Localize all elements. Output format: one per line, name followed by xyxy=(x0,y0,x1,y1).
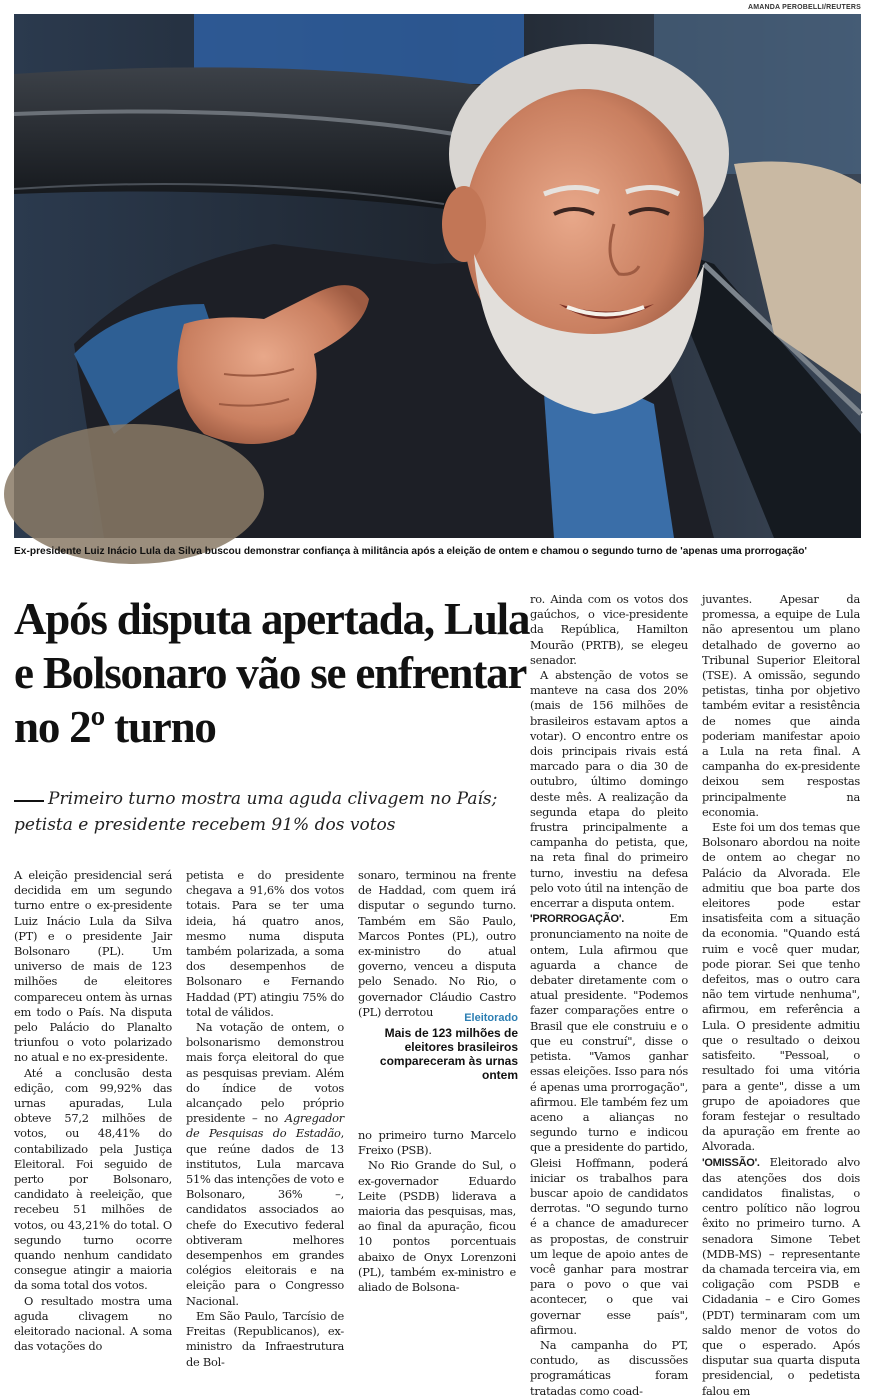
paragraph-text: , que reúne dados de 13 institutos, Lula marcava 51% das intenções de voto e Bolsonaro, 36% –, candidatos associados ao chefe do Executivo federal obtiveram melhores desempenhos em grandes colégios eleitorais e na eleição para o Congresso Nacional. xyxy=(186,1126,344,1308)
paragraph: A eleição presidencial será decidida em um segundo turno entre o ex-presidente Luiz Inácio Lula da Silva (PT) e o presidente Jair Bolsonaro (PL). Um universo de mais de 123 milhões de eleitores compareceu ontem às urnas em todo o País. Na disputa pelo Palácio do Planalto triunfou o voto polarizado no atual e no ex-presidente. xyxy=(14,868,172,1065)
paragraph: Este foi um dos temas que Bolsonaro abordou na noite de ontem ao chegar no Palácio da Alvorada. Ele admitiu que boa parte dos eleitores pode estar insatisfeita com a situação da economia. "Quando está ruim e você quer mudar, pode piorar. Sei que tenho defeitos, mas o outro cara não tem virtude nenhuma", afirmou, em referência a Lula. O presidente admitiu que o resultado o deixou satisfeito. "Pessoal, o resultado foi uma vitória para a gente", disse a um grupo de apoiadores que foram festejar o resultado da apuração em frente ao Alvorada. xyxy=(702,820,860,1154)
paragraph: O resultado mostra uma aguda clivagem no eleitorado nacional. A soma das votações do xyxy=(14,1293,172,1354)
paragraph xyxy=(702,1155,860,1399)
source-title: Agregador de Pesquisas do Estadão xyxy=(186,1111,344,1141)
pull-quote-text: Mais de 123 milhões de eleitores brasileiros compareceram às urnas ontem xyxy=(379,1026,518,1082)
paragraph: Em São Paulo, Tarcísio de Freitas (Republicanos), ex-ministro da Infraestrutura de Bol- xyxy=(186,1308,344,1369)
photo-credit: AMANDA PEROBELLI/REUTERS xyxy=(747,4,861,11)
paragraph-text: Eleitorado alvo das atenções dos dois candidatos finalistas, o centro político não logrou êxito no primeiro turno. A senadora Simone Tebet (MDB-MS) – representante da chamada terceira via, em coligação com PSDB e Cidadania – e Ciro Gomes (PDT) terminaram com um saldo menor de votos do que o esperado. Após disputar sua quarta disputa presidencial, o pedetista falou em xyxy=(702,1154,860,1398)
pull-quote-kicker: Eleitorado xyxy=(464,1012,518,1024)
article-column-4 xyxy=(530,592,688,1398)
paragraph-text: Na votação de ontem, o bolsonarismo demonstrou mais força eleitoral do que as pesquisas previam. Além do índice de votos alcançado pelo próprio presidente – no xyxy=(186,1020,344,1126)
paragraph: juvantes. Apesar da promessa, a equipe de Lula não apresentou um plano detalhado de governo ao Tribunal Superior Eleitoral (TSE). A omissão, segundo petistas, tinha por objetivo também evitar a resistência de nomes que ainda poderiam manifestar apoio a Lula na reta final. A campanha do ex-presidente deixou sem respostas principalmente na economia. xyxy=(702,592,860,819)
article-column-1 xyxy=(14,868,172,1354)
lead-photo xyxy=(14,14,861,538)
headline: Após disputa apertada, Lula e Bolsonaro vão se enfrentar no 2º turno xyxy=(14,594,530,752)
paragraph: sonaro, terminou na frente de Haddad, com quem irá disputar o segundo turno. Também em São Paulo, Marcos Pontes (PL), outro ex-ministro do atual governo, venceu a disputa pelo Senado. No Rio, o governador Cláudio Castro (PL) derrotou xyxy=(358,868,516,1019)
section-subhead: 'PRORROGAÇÃO'. xyxy=(530,913,625,926)
pull-quote xyxy=(378,1012,518,1082)
paragraph: Até a conclusão desta edição, com 99,92% das urnas apuradas, Lula obteve 57,2 milhões de votos, ou 48,41% do contabilizado pela Justiça Eleitoral. Foi seguido de perto por Bolsonaro, candidato à reeleição, que recebeu 51 milhões de votos, ou 43,21% do total. O segundo turno ocorre quando nenhum candidato consegue atingir a maioria da soma total dos votos. xyxy=(14,1065,172,1293)
lead-photo-illustration xyxy=(14,14,861,538)
paragraph: petista e do presidente chegava a 91,6% dos votos totais. Para se ter uma ideia, há quatro anos, mesmo numa disputa também polarizada, a soma dos desempenhos de Bolsonaro e Fernando Haddad (PT) atingiu 75% do total de válidos. xyxy=(186,868,344,1019)
paragraph xyxy=(530,911,688,1338)
article-column-2 xyxy=(186,868,344,1369)
paragraph: no primeiro turno Marcelo Freixo (PSB). xyxy=(358,1128,516,1158)
paragraph: ro. Ainda com os votos dos gaúchos, o vice-presidente da República, Hamilton Mourão (PRTB), se elegeu senador. xyxy=(530,592,688,667)
deck-subheadline: Primeiro turno mostra uma aguda clivagem no País; petista e presidente recebem 91% dos votos xyxy=(14,789,498,835)
paragraph: Na campanha do PT, contudo, as discussões programáticas foram tratadas como coad- xyxy=(530,1337,688,1398)
photo-caption: Ex-presidente Luiz Inácio Lula da Silva buscou demonstrar confiança à militância após a eleição de ontem e chamou o segundo turno de 'apenas uma prorrogação' xyxy=(14,546,807,557)
paragraph xyxy=(186,1020,344,1309)
section-subhead: 'OMISSÃO'. xyxy=(702,1156,760,1169)
article-column-3-bottom xyxy=(358,1128,516,1295)
paragraph-text: Em pronunciamento na noite de ontem, Lula afirmou que aguarda a chance de debater diretamente com o atual presidente. "Podemos fazer comparações entre o Brasil que ele construiu e o que eu construí", disse o petista. "Vamos ganhar essas eleições. Isso para nós é apenas uma prorrogação", afirmou. Ele também fez um aceno a alianças no segundo turno e indicou que a presidente do partido, Gleisi Hoffmann, poderá iniciar os trabalhos para buscar apoio de candidatos derrotas. "O segundo turno é a chance de amadurecer as propostas, de construir um leque de apoio antes de você ganhar para mostrar para o povo o que vai acontecer, o que vai governar esse país", afirmou. xyxy=(530,911,688,1337)
paragraph: A abstenção de votos se manteve na casa dos 20% (mais de 156 milhões de brasileiros estavam aptos a votar). O encontro entre os dois principais rivais está marcado para o dia 30 de outubro, último domingo deste mês. A realização da segunda etapa do pleito frustra principalmente a campanha do petista, que, na reta final do primeiro turno, investiu na defesa pelo voto útil na intenção de encerrar a disputa ontem. xyxy=(530,668,688,911)
paragraph: No Rio Grande do Sul, o ex-governador Eduardo Leite (PSDB) liderava a maioria das pesquisas, mas, ao final da apuração, ficou 10 pontos porcentuais abaixo de Onyx Lorenzoni (PL), também ex-ministro e aliado de Bolsona- xyxy=(358,1158,516,1295)
article-column-5 xyxy=(702,592,860,1398)
